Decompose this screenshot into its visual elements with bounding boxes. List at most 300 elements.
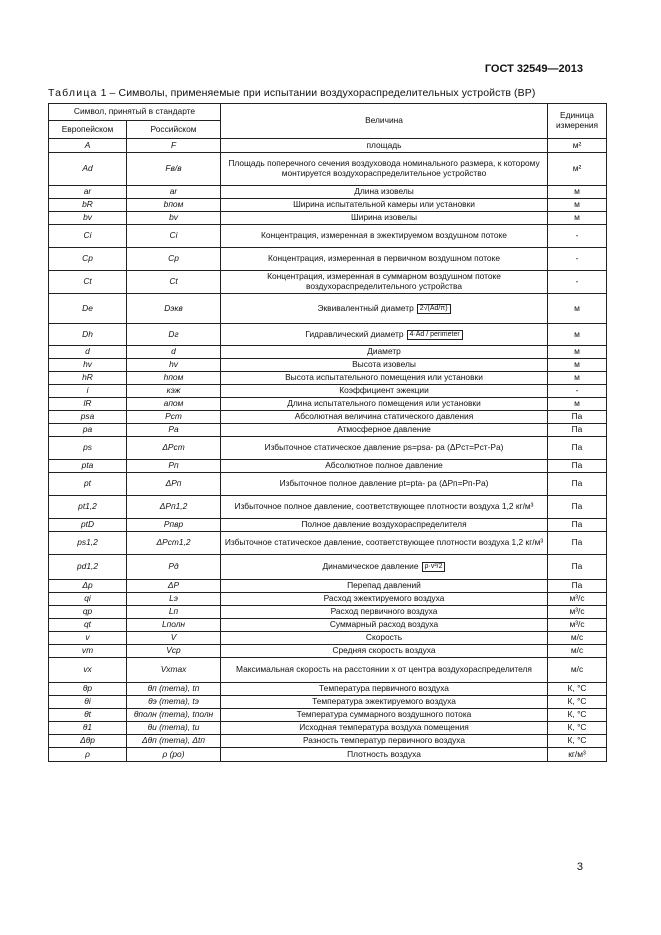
- table-row: [49, 632, 607, 645]
- unit-cell: [548, 593, 607, 606]
- quantity-cell: [221, 199, 548, 212]
- european-symbol-cell: [49, 186, 127, 199]
- russian-symbol-cell-text: bv: [169, 212, 178, 223]
- table-row: [49, 398, 607, 411]
- unit-cell-text: м/с: [570, 664, 584, 675]
- european-symbol-cell: [49, 424, 127, 437]
- european-symbol-cell-text: ρ: [85, 748, 90, 759]
- unit-cell: [548, 411, 607, 424]
- quantity-cell-text: Концентрация, измеренная в первичном воздушном потоке: [267, 253, 501, 264]
- unit-cell: [548, 606, 607, 619]
- european-symbol-cell-text: ptD: [80, 519, 95, 530]
- european-symbol-cell: [49, 580, 127, 593]
- russian-symbol-cell-text: Pд: [168, 561, 179, 572]
- russian-symbol-cell-text: ΔP: [167, 580, 180, 591]
- quantity-cell-text: Ширина изовелы: [350, 212, 418, 223]
- table-row: [49, 424, 607, 437]
- european-symbol-cell: [49, 645, 127, 658]
- quantity-cell: [221, 153, 548, 186]
- quantity-cell: [221, 593, 548, 606]
- table-row: [49, 748, 607, 762]
- russian-symbol-cell: [127, 722, 221, 735]
- unit-cell: [548, 735, 607, 748]
- european-symbol-cell-text: ps: [83, 442, 92, 453]
- european-symbol-cell: [49, 606, 127, 619]
- russian-symbol-cell-text: ρ (ро): [162, 748, 185, 759]
- quantity-cell-text: Избыточное статическое давление, соответствующее плотности воздуха 1,2 кг/м³: [224, 537, 544, 548]
- quantity-cell: [221, 580, 548, 593]
- european-symbol-cell-text: ar: [83, 186, 92, 197]
- quantity-cell: [221, 424, 548, 437]
- russian-symbol-cell: [127, 372, 221, 385]
- russian-symbol-cell-text: F: [170, 139, 177, 150]
- header-symbol-group: Символ, принятый в стандарте: [49, 104, 221, 121]
- quantity-cell: [221, 324, 548, 346]
- european-symbol-cell-text: Δθp: [80, 735, 95, 746]
- european-symbol-cell: [49, 153, 127, 186]
- unit-cell-text: -: [575, 276, 579, 287]
- european-symbol-cell: [49, 212, 127, 225]
- caption-label: Таблица: [48, 87, 98, 99]
- table-caption: [48, 87, 535, 99]
- russian-symbol-cell: [127, 411, 221, 424]
- unit-cell-text: Па: [571, 580, 583, 591]
- caption-text: 1 – Символы, применяемые при испытании воздухораспределительных устройств (ВР): [97, 87, 536, 99]
- russian-symbol-cell-text: hv: [169, 359, 178, 370]
- table-row: [49, 372, 607, 385]
- european-symbol-cell: [49, 294, 127, 324]
- russian-symbol-cell-text: aпом: [163, 398, 184, 409]
- formula: ρ·v²/2: [422, 562, 446, 572]
- table-row: [49, 186, 607, 199]
- european-symbol-cell-text: psa: [80, 411, 95, 422]
- unit-cell: [548, 385, 607, 398]
- european-symbol-cell-text: Cp: [82, 253, 93, 264]
- table-row: [49, 555, 607, 580]
- quantity-cell-text: Высота изовелы: [352, 359, 416, 370]
- russian-symbol-cell: [127, 424, 221, 437]
- european-symbol-cell: [49, 555, 127, 580]
- russian-symbol-cell: [127, 473, 221, 496]
- table-row: [49, 532, 607, 555]
- unit-cell: [548, 619, 607, 632]
- russian-symbol-cell: [127, 398, 221, 411]
- table-row: [49, 359, 607, 372]
- quantity-cell: [221, 460, 548, 473]
- unit-cell-text: Па: [571, 411, 583, 422]
- quantity-cell-text: Разность температур первичного воздуха: [302, 735, 466, 746]
- table-row: [49, 696, 607, 709]
- unit-cell: [548, 658, 607, 683]
- unit-cell: [548, 460, 607, 473]
- table-row: [49, 593, 607, 606]
- quantity-cell: [221, 632, 548, 645]
- russian-symbol-cell: [127, 593, 221, 606]
- table-row: [49, 199, 607, 212]
- unit-cell-text: Па: [571, 561, 583, 572]
- unit-cell-text: -: [575, 385, 579, 396]
- table-body: [49, 139, 607, 762]
- quantity-cell-text: Суммарный расход воздуха: [329, 619, 439, 630]
- unit-cell: [548, 696, 607, 709]
- quantity-cell-text: Средняя скорость воздуха: [332, 645, 436, 656]
- russian-symbol-cell-text: Pпвр: [163, 519, 184, 530]
- unit-cell-text: Па: [571, 519, 583, 530]
- russian-symbol-cell: [127, 658, 221, 683]
- quantity-cell-text: Расход первичного воздуха: [330, 606, 438, 617]
- unit-cell-text: м: [574, 186, 580, 197]
- quantity-cell-text: Концентрация, измеренная в эжектируемом воздушном потоке: [261, 230, 507, 241]
- european-symbol-cell: [49, 271, 127, 294]
- table-row: [49, 606, 607, 619]
- unit-cell-text: Па: [571, 424, 583, 435]
- russian-symbol-cell-text: Pст: [165, 411, 182, 422]
- table-row: [49, 619, 607, 632]
- quantity-cell-text: Высота испытательного помещения или установки: [285, 372, 483, 383]
- european-symbol-cell: [49, 519, 127, 532]
- unit-cell-text: м: [574, 328, 580, 339]
- symbols-table: [48, 103, 607, 762]
- unit-cell: [548, 372, 607, 385]
- quantity-cell: [221, 748, 548, 762]
- russian-symbol-cell-text: Dэкв: [164, 302, 183, 313]
- unit-cell-text: К, °С: [567, 735, 587, 746]
- unit-cell: [548, 424, 607, 437]
- russian-symbol-cell-text: Pа: [168, 424, 179, 435]
- quantity-cell: [221, 645, 548, 658]
- european-symbol-cell-text: pd1,2: [77, 561, 98, 572]
- unit-cell: [548, 532, 607, 555]
- russian-symbol-cell-text: Vxmax: [160, 664, 187, 675]
- quantity-cell-text: Температура эжектируемого воздуха: [312, 696, 456, 707]
- unit-cell: [548, 186, 607, 199]
- quantity-cell: [221, 411, 548, 424]
- quantity-cell-text: Избыточное полное давление pt=pta- pa (ΔPп=Pп-Pа): [279, 478, 489, 489]
- quantity-cell: [221, 212, 548, 225]
- unit-cell: [548, 294, 607, 324]
- russian-symbol-cell-text: ΔPп1,2: [159, 501, 188, 512]
- unit-cell: [548, 748, 607, 762]
- european-symbol-cell: [49, 473, 127, 496]
- unit-cell-text: м: [574, 346, 580, 357]
- russian-symbol-cell: [127, 324, 221, 346]
- european-symbol-cell: [49, 324, 127, 346]
- table-row: [49, 346, 607, 359]
- european-symbol-cell-text: vm: [81, 645, 94, 656]
- russian-symbol-cell: [127, 519, 221, 532]
- european-symbol-cell: [49, 722, 127, 735]
- table-row: [49, 437, 607, 460]
- table-row: [49, 460, 607, 473]
- european-symbol-cell-text: qp: [82, 606, 93, 617]
- unit-cell-text: К, °С: [567, 722, 587, 733]
- russian-symbol-cell-text: ΔPп: [165, 478, 182, 489]
- european-symbol-cell-text: hR: [82, 372, 93, 383]
- european-symbol-cell: [49, 748, 127, 762]
- russian-symbol-cell: [127, 346, 221, 359]
- quantity-cell: [221, 271, 548, 294]
- unit-cell: [548, 199, 607, 212]
- european-symbol-cell: [49, 385, 127, 398]
- russian-symbol-cell: [127, 496, 221, 519]
- quantity-cell: [221, 437, 548, 460]
- unit-cell: [548, 496, 607, 519]
- quantity-cell: [221, 473, 548, 496]
- european-symbol-cell: [49, 532, 127, 555]
- european-symbol-cell: [49, 460, 127, 473]
- unit-cell-text: -: [575, 230, 579, 241]
- unit-cell: [548, 709, 607, 722]
- european-symbol-cell: [49, 359, 127, 372]
- russian-symbol-cell: [127, 696, 221, 709]
- table-row: [49, 658, 607, 683]
- quantity-cell: [221, 735, 548, 748]
- unit-cell: [548, 153, 607, 186]
- unit-cell-text: м³/с: [569, 593, 585, 604]
- russian-symbol-cell: [127, 532, 221, 555]
- unit-cell-text: м/с: [570, 645, 584, 656]
- unit-cell: [548, 398, 607, 411]
- quantity-cell: [221, 709, 548, 722]
- russian-symbol-cell: [127, 580, 221, 593]
- russian-symbol-cell-text: Ci: [169, 230, 178, 241]
- european-symbol-cell: [49, 696, 127, 709]
- unit-cell: [548, 683, 607, 696]
- russian-symbol-cell-text: Lэ: [169, 593, 178, 604]
- quantity-cell: [221, 658, 548, 683]
- russian-symbol-cell-text: Lп: [168, 606, 179, 617]
- european-symbol-cell: [49, 735, 127, 748]
- russian-symbol-cell-text: bпом: [163, 199, 184, 210]
- european-symbol-cell: [49, 437, 127, 460]
- russian-symbol-cell: [127, 359, 221, 372]
- quantity-cell: [221, 359, 548, 372]
- european-symbol-cell: [49, 411, 127, 424]
- russian-symbol-cell: [127, 632, 221, 645]
- russian-symbol-cell-text: θи (тета), tи: [147, 722, 200, 733]
- quantity-cell: [221, 186, 548, 199]
- russian-symbol-cell: [127, 460, 221, 473]
- russian-symbol-cell-text: Dг: [168, 328, 179, 339]
- table-row: [49, 248, 607, 271]
- table-row: [49, 153, 607, 186]
- russian-symbol-cell-text: ΔPст: [162, 442, 185, 453]
- table-row: [49, 473, 607, 496]
- quantity-cell-text: Площадь поперечного сечения воздуховода номинального размера, к которому монтируется воздухораспределительное устройство: [228, 158, 540, 178]
- unit-cell-text: м/с: [570, 632, 584, 643]
- russian-symbol-cell-text: ΔPст1,2: [156, 537, 191, 548]
- russian-symbol-cell: [127, 683, 221, 696]
- european-symbol-cell-text: θi: [84, 696, 91, 707]
- european-symbol-cell-text: θt: [84, 709, 91, 720]
- russian-symbol-cell: [127, 153, 221, 186]
- unit-cell: [548, 248, 607, 271]
- european-symbol-cell: [49, 632, 127, 645]
- unit-cell: [548, 139, 607, 153]
- quantity-cell: [221, 519, 548, 532]
- european-symbol-cell-text: pt: [84, 478, 91, 489]
- russian-symbol-cell-text: hпом: [163, 372, 184, 383]
- russian-symbol-cell: [127, 294, 221, 324]
- russian-symbol-cell: [127, 212, 221, 225]
- quantity-cell-text: Динамическое давление: [322, 561, 419, 572]
- unit-cell: [548, 359, 607, 372]
- quantity-cell: [221, 722, 548, 735]
- unit-cell: [548, 346, 607, 359]
- russian-symbol-cell-text: Fв/в: [165, 163, 182, 174]
- quantity-cell-text: Концентрация, измеренная в суммарном воздушном потоке воздухораспределительного устройства: [267, 271, 501, 291]
- russian-symbol-cell-text: Ct: [169, 276, 178, 287]
- unit-cell-text: м³/с: [569, 619, 585, 630]
- european-symbol-cell: [49, 398, 127, 411]
- quantity-cell-text: площадь: [366, 139, 402, 150]
- table-row: [49, 324, 607, 346]
- european-symbol-cell-text: De: [82, 302, 93, 313]
- russian-symbol-cell-text: Vср: [166, 645, 181, 656]
- unit-cell-text: К, °С: [567, 709, 587, 720]
- quantity-cell: [221, 346, 548, 359]
- quantity-cell-text: Абсолютная величина статического давления: [294, 411, 474, 422]
- quantity-cell-text: Ширина испытательной камеры или установки: [293, 199, 475, 210]
- european-symbol-cell: [49, 593, 127, 606]
- quantity-cell-text: Абсолютное полное давление: [325, 460, 443, 471]
- quantity-cell-text: Избыточное полное давление, соответствующее плотности воздуха 1,2 кг/м³: [234, 501, 534, 512]
- european-symbol-cell: [49, 619, 127, 632]
- table-row: [49, 496, 607, 519]
- european-symbol-cell-text: A: [84, 139, 91, 150]
- table-row: [49, 411, 607, 424]
- header-unit: Единица измерения: [548, 104, 607, 139]
- unit-cell-text: м: [574, 372, 580, 383]
- russian-symbol-cell-text: кэж: [166, 385, 181, 396]
- european-symbol-cell-text: lR: [83, 398, 92, 409]
- table-row: [49, 683, 607, 696]
- unit-cell-text: м: [574, 212, 580, 223]
- table-row: [49, 212, 607, 225]
- table-row: [49, 735, 607, 748]
- table-row: [49, 271, 607, 294]
- quantity-cell: [221, 496, 548, 519]
- quantity-cell-text: Полное давление воздухораспределителя: [301, 519, 467, 530]
- table-row: [49, 709, 607, 722]
- european-symbol-cell: [49, 139, 127, 153]
- european-symbol-cell-text: θ1: [82, 722, 93, 733]
- european-symbol-cell-text: qi: [84, 593, 91, 604]
- table-row: [49, 225, 607, 248]
- russian-symbol-cell-text: θэ (тета), tэ: [148, 696, 199, 707]
- quantity-cell: [221, 139, 548, 153]
- unit-cell: [548, 632, 607, 645]
- formula: 2√(Ad/π): [417, 304, 451, 314]
- quantity-cell: [221, 606, 548, 619]
- european-symbol-cell-text: pa: [82, 424, 93, 435]
- quantity-cell-text: Избыточное статическое давление ps=psa- pa (ΔPст=Pст-Pа): [264, 442, 504, 453]
- russian-symbol-cell: [127, 735, 221, 748]
- russian-symbol-cell: [127, 555, 221, 580]
- quantity-cell-text: Температура суммарного воздушного потока: [296, 709, 472, 720]
- unit-cell: [548, 580, 607, 593]
- quantity-cell: [221, 372, 548, 385]
- unit-cell: [548, 645, 607, 658]
- table-row: [49, 645, 607, 658]
- european-symbol-cell-text: bR: [82, 199, 93, 210]
- quantity-cell-text: Коэффициент эжекции: [339, 385, 429, 396]
- russian-symbol-cell-text: Δθп (тета), Δtп: [142, 735, 205, 746]
- russian-symbol-cell: [127, 437, 221, 460]
- quantity-cell-text: Атмосферное давление: [337, 424, 431, 435]
- russian-symbol-cell: [127, 606, 221, 619]
- russian-symbol-cell-text: Pп: [168, 460, 179, 471]
- russian-symbol-cell: [127, 248, 221, 271]
- european-symbol-cell: [49, 199, 127, 212]
- russian-symbol-cell-text: Lполн: [161, 619, 186, 630]
- european-symbol-cell-text: qt: [84, 619, 91, 630]
- european-symbol-cell-text: pta: [81, 460, 94, 471]
- unit-cell-text: м³/с: [569, 606, 585, 617]
- unit-cell-text: Па: [571, 478, 583, 489]
- unit-cell-text: м: [574, 302, 580, 313]
- russian-symbol-cell-text: θп (тета), tп: [147, 683, 200, 694]
- unit-cell-text: м: [574, 199, 580, 210]
- russian-symbol-cell: [127, 199, 221, 212]
- unit-cell-text: К, °С: [567, 683, 587, 694]
- russian-symbol-cell-text: V: [170, 632, 177, 643]
- european-symbol-cell: [49, 683, 127, 696]
- unit-cell: [548, 212, 607, 225]
- european-symbol-cell-text: vx: [83, 664, 92, 675]
- unit-cell: [548, 722, 607, 735]
- european-symbol-cell-text: ps1,2: [77, 537, 98, 548]
- quantity-cell: [221, 696, 548, 709]
- unit-cell: [548, 473, 607, 496]
- european-symbol-cell-text: hv: [83, 359, 92, 370]
- quantity-cell-text: Длина изовелы: [354, 186, 414, 197]
- russian-symbol-cell: [127, 619, 221, 632]
- unit-cell-text: К, °С: [567, 696, 587, 707]
- quantity-cell: [221, 225, 548, 248]
- european-symbol-cell-text: pt1,2: [78, 501, 97, 512]
- quantity-cell-text: Гидравлический диаметр: [305, 328, 404, 339]
- russian-symbol-cell: [127, 709, 221, 722]
- table-row: [49, 519, 607, 532]
- european-symbol-cell-text: v: [85, 632, 90, 643]
- quantity-cell: [221, 532, 548, 555]
- unit-cell: [548, 225, 607, 248]
- russian-symbol-cell-text: θполн (тета), tполн: [133, 709, 214, 720]
- unit-cell: [548, 555, 607, 580]
- quantity-cell: [221, 683, 548, 696]
- european-symbol-cell-text: Ct: [83, 276, 92, 287]
- european-symbol-cell-text: θp: [82, 683, 93, 694]
- quantity-cell: [221, 398, 548, 411]
- european-symbol-cell: [49, 658, 127, 683]
- european-symbol-cell-text: Dh: [82, 328, 93, 339]
- unit-cell: [548, 519, 607, 532]
- quantity-cell-text: Длина испытательного помещения или установки: [287, 398, 481, 409]
- unit-cell-text: -: [575, 253, 579, 264]
- quantity-cell: [221, 294, 548, 324]
- quantity-cell: [221, 619, 548, 632]
- european-symbol-cell: [49, 346, 127, 359]
- quantity-cell-text: Исходная температура воздуха помещения: [299, 722, 469, 733]
- russian-symbol-cell-text: Cp: [168, 253, 179, 264]
- quantity-cell-text: Диаметр: [367, 346, 401, 357]
- unit-cell-text: кг/м³: [568, 748, 586, 759]
- european-symbol-cell-text: Ad: [82, 163, 93, 174]
- quantity-cell-text: Эквивалентный диаметр: [317, 302, 414, 313]
- quantity-cell-text: Максимальная скорость на расстоянии x от центра воздухораспределителя: [236, 664, 532, 675]
- russian-symbol-cell-text: ar: [169, 186, 178, 197]
